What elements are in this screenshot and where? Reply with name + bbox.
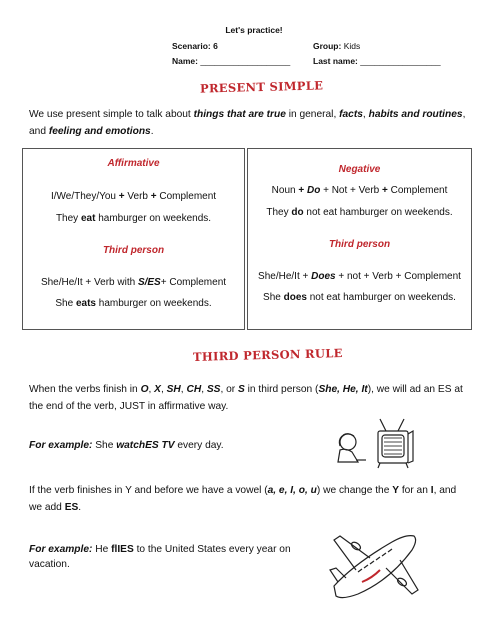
negative-heading: Negative	[338, 164, 381, 175]
worksheet-heading: Let's practice!	[225, 25, 283, 35]
intro-text: in general,	[285, 109, 340, 120]
example-part: They	[55, 213, 81, 224]
intro-emphasis-facts: facts	[339, 109, 363, 120]
y-rule-line-2	[29, 499, 469, 516]
intro-text: ,	[462, 109, 466, 120]
scenario-field	[172, 41, 218, 51]
formula-part: Noun	[271, 185, 299, 196]
last-name-label: Last name:	[313, 56, 358, 66]
rule-text: in third person (	[244, 384, 319, 395]
rule-text: When the verbs finish in	[29, 384, 141, 395]
rule-text: , and	[433, 485, 457, 496]
example-part: She	[263, 292, 284, 303]
formula-part: She/He/It +	[258, 271, 312, 282]
rule-es: ES	[64, 502, 79, 513]
scenario-value: 6	[213, 41, 218, 51]
example-text: to the United States every year on	[133, 544, 291, 555]
intro-emphasis-habits: habits and routines	[368, 109, 463, 120]
rule-line-1	[29, 381, 469, 398]
example-part: hamburger on weekends.	[95, 298, 212, 309]
rule-ending: X	[154, 384, 161, 395]
rule-vowels: a, e, I, o, u	[267, 485, 317, 496]
affirmative-heading: Affirmative	[107, 158, 160, 169]
formula-does: Does	[311, 271, 336, 282]
example-watches	[29, 440, 224, 451]
rule-ending: SS	[206, 384, 221, 395]
intro-emphasis-true: things that are true	[193, 109, 286, 120]
example-text: every day.	[174, 440, 224, 451]
last-name-blank: _________________	[360, 56, 441, 66]
rule-pronouns: She, He, It	[318, 384, 368, 395]
negative-formula	[248, 185, 471, 196]
formula-plus: +	[150, 191, 157, 202]
example-flies	[29, 542, 299, 572]
formula-part: + Complement	[160, 277, 227, 288]
group-value: Kids	[343, 41, 361, 51]
negative-box	[247, 148, 472, 330]
formula-plus: +	[118, 191, 125, 202]
rule-ending: CH	[186, 384, 202, 395]
third-person-rule-title: THIRD PERSON RULE	[192, 346, 343, 364]
rule-ending: S	[238, 384, 245, 395]
example-verb: eats	[75, 298, 96, 309]
formula-s-es: S/ES	[137, 277, 161, 288]
y-rule-text	[29, 482, 469, 516]
example-part: They	[266, 207, 292, 218]
last-name-field	[313, 56, 441, 66]
intro-line-2	[29, 123, 469, 140]
intro-text: .	[150, 126, 154, 137]
rule-text: .	[78, 502, 82, 513]
formula-part: + Not + Verb	[320, 185, 383, 196]
rule-ending: O	[140, 384, 149, 395]
affirmative-box	[22, 148, 245, 330]
rule-text: If the verb finishes in Y and before we have a vowel (	[29, 485, 268, 496]
example-verb: does	[283, 292, 307, 303]
name-blank: ___________________	[200, 56, 291, 66]
formula-part: She/He/It + Verb with	[40, 277, 138, 288]
name-field	[172, 56, 290, 66]
group-field	[313, 41, 360, 51]
group-label: Group:	[313, 41, 342, 51]
negative-third-example	[248, 292, 471, 303]
rule-text: ,	[160, 384, 167, 395]
affirmative-formula	[23, 191, 244, 202]
scenario-label: Scenario:	[172, 41, 211, 51]
negative-third-formula	[248, 271, 471, 282]
affirmative-third-heading: Third person	[102, 245, 165, 256]
example-part: She	[55, 298, 76, 309]
present-simple-intro	[29, 106, 469, 140]
rule-ending: SH	[166, 384, 181, 395]
affirmative-example	[23, 213, 244, 224]
example-verb: flIES	[111, 544, 134, 555]
girl-watching-tv-icon	[326, 414, 416, 474]
intro-line-1	[29, 106, 469, 123]
affirmative-third-example	[23, 298, 244, 309]
intro-emphasis-feelings: feeling and emotions	[48, 126, 151, 137]
example-part: not eat hamburger on weekends.	[303, 207, 453, 218]
present-simple-title: PRESENT SIMPLE	[199, 78, 324, 96]
rule-text: ,	[180, 384, 187, 395]
example-part: hamburger on weekends.	[95, 213, 212, 224]
negative-example	[248, 207, 471, 218]
formula-part: Complement	[387, 185, 448, 196]
rule-text: for an	[399, 485, 431, 496]
rule-line-2	[29, 398, 469, 415]
formula-do: Do	[306, 185, 321, 196]
airplane-icon	[326, 524, 436, 604]
example-label: For example:	[29, 440, 93, 451]
example-flies-line-1	[29, 542, 299, 557]
third-person-rule-text	[29, 381, 469, 415]
example-label: For example:	[29, 544, 93, 555]
rule-letter-y: Y	[392, 485, 399, 496]
y-rule-line-1	[29, 482, 469, 499]
formula-plus: +	[382, 185, 388, 196]
formula-part: Complement	[156, 191, 217, 202]
formula-part: Verb	[124, 191, 151, 202]
rule-text: ), we will ad an ES at	[367, 384, 463, 395]
example-text: She	[92, 440, 117, 451]
affirmative-third-formula	[23, 277, 244, 288]
intro-text: and	[29, 126, 49, 137]
example-verb: eat	[80, 213, 96, 224]
rule-text: we add	[29, 502, 65, 513]
example-part: not eat hamburger on weekends.	[306, 292, 456, 303]
example-verb: do	[291, 207, 304, 218]
example-flies-line-2: vacation.	[29, 559, 70, 570]
rule-text: ) we change the	[316, 485, 393, 496]
example-text: He	[92, 544, 112, 555]
formula-plus: +	[298, 185, 305, 196]
intro-text: We use present simple to talk about	[29, 109, 194, 120]
rule-text: the end of the verb, JUST in affirmative way.	[29, 401, 229, 412]
formula-part: I/We/They/You	[50, 191, 119, 202]
formula-part: + not + Verb + Complement	[335, 271, 461, 282]
example-verb: watchES TV	[116, 440, 175, 451]
intro-text: ,	[362, 109, 369, 120]
rule-text: ,	[148, 384, 155, 395]
name-label: Name:	[172, 56, 198, 66]
rule-text: , or	[220, 384, 239, 395]
negative-third-heading: Third person	[328, 239, 391, 250]
rule-text: ,	[201, 384, 207, 395]
rule-letter-i: I	[430, 485, 434, 496]
